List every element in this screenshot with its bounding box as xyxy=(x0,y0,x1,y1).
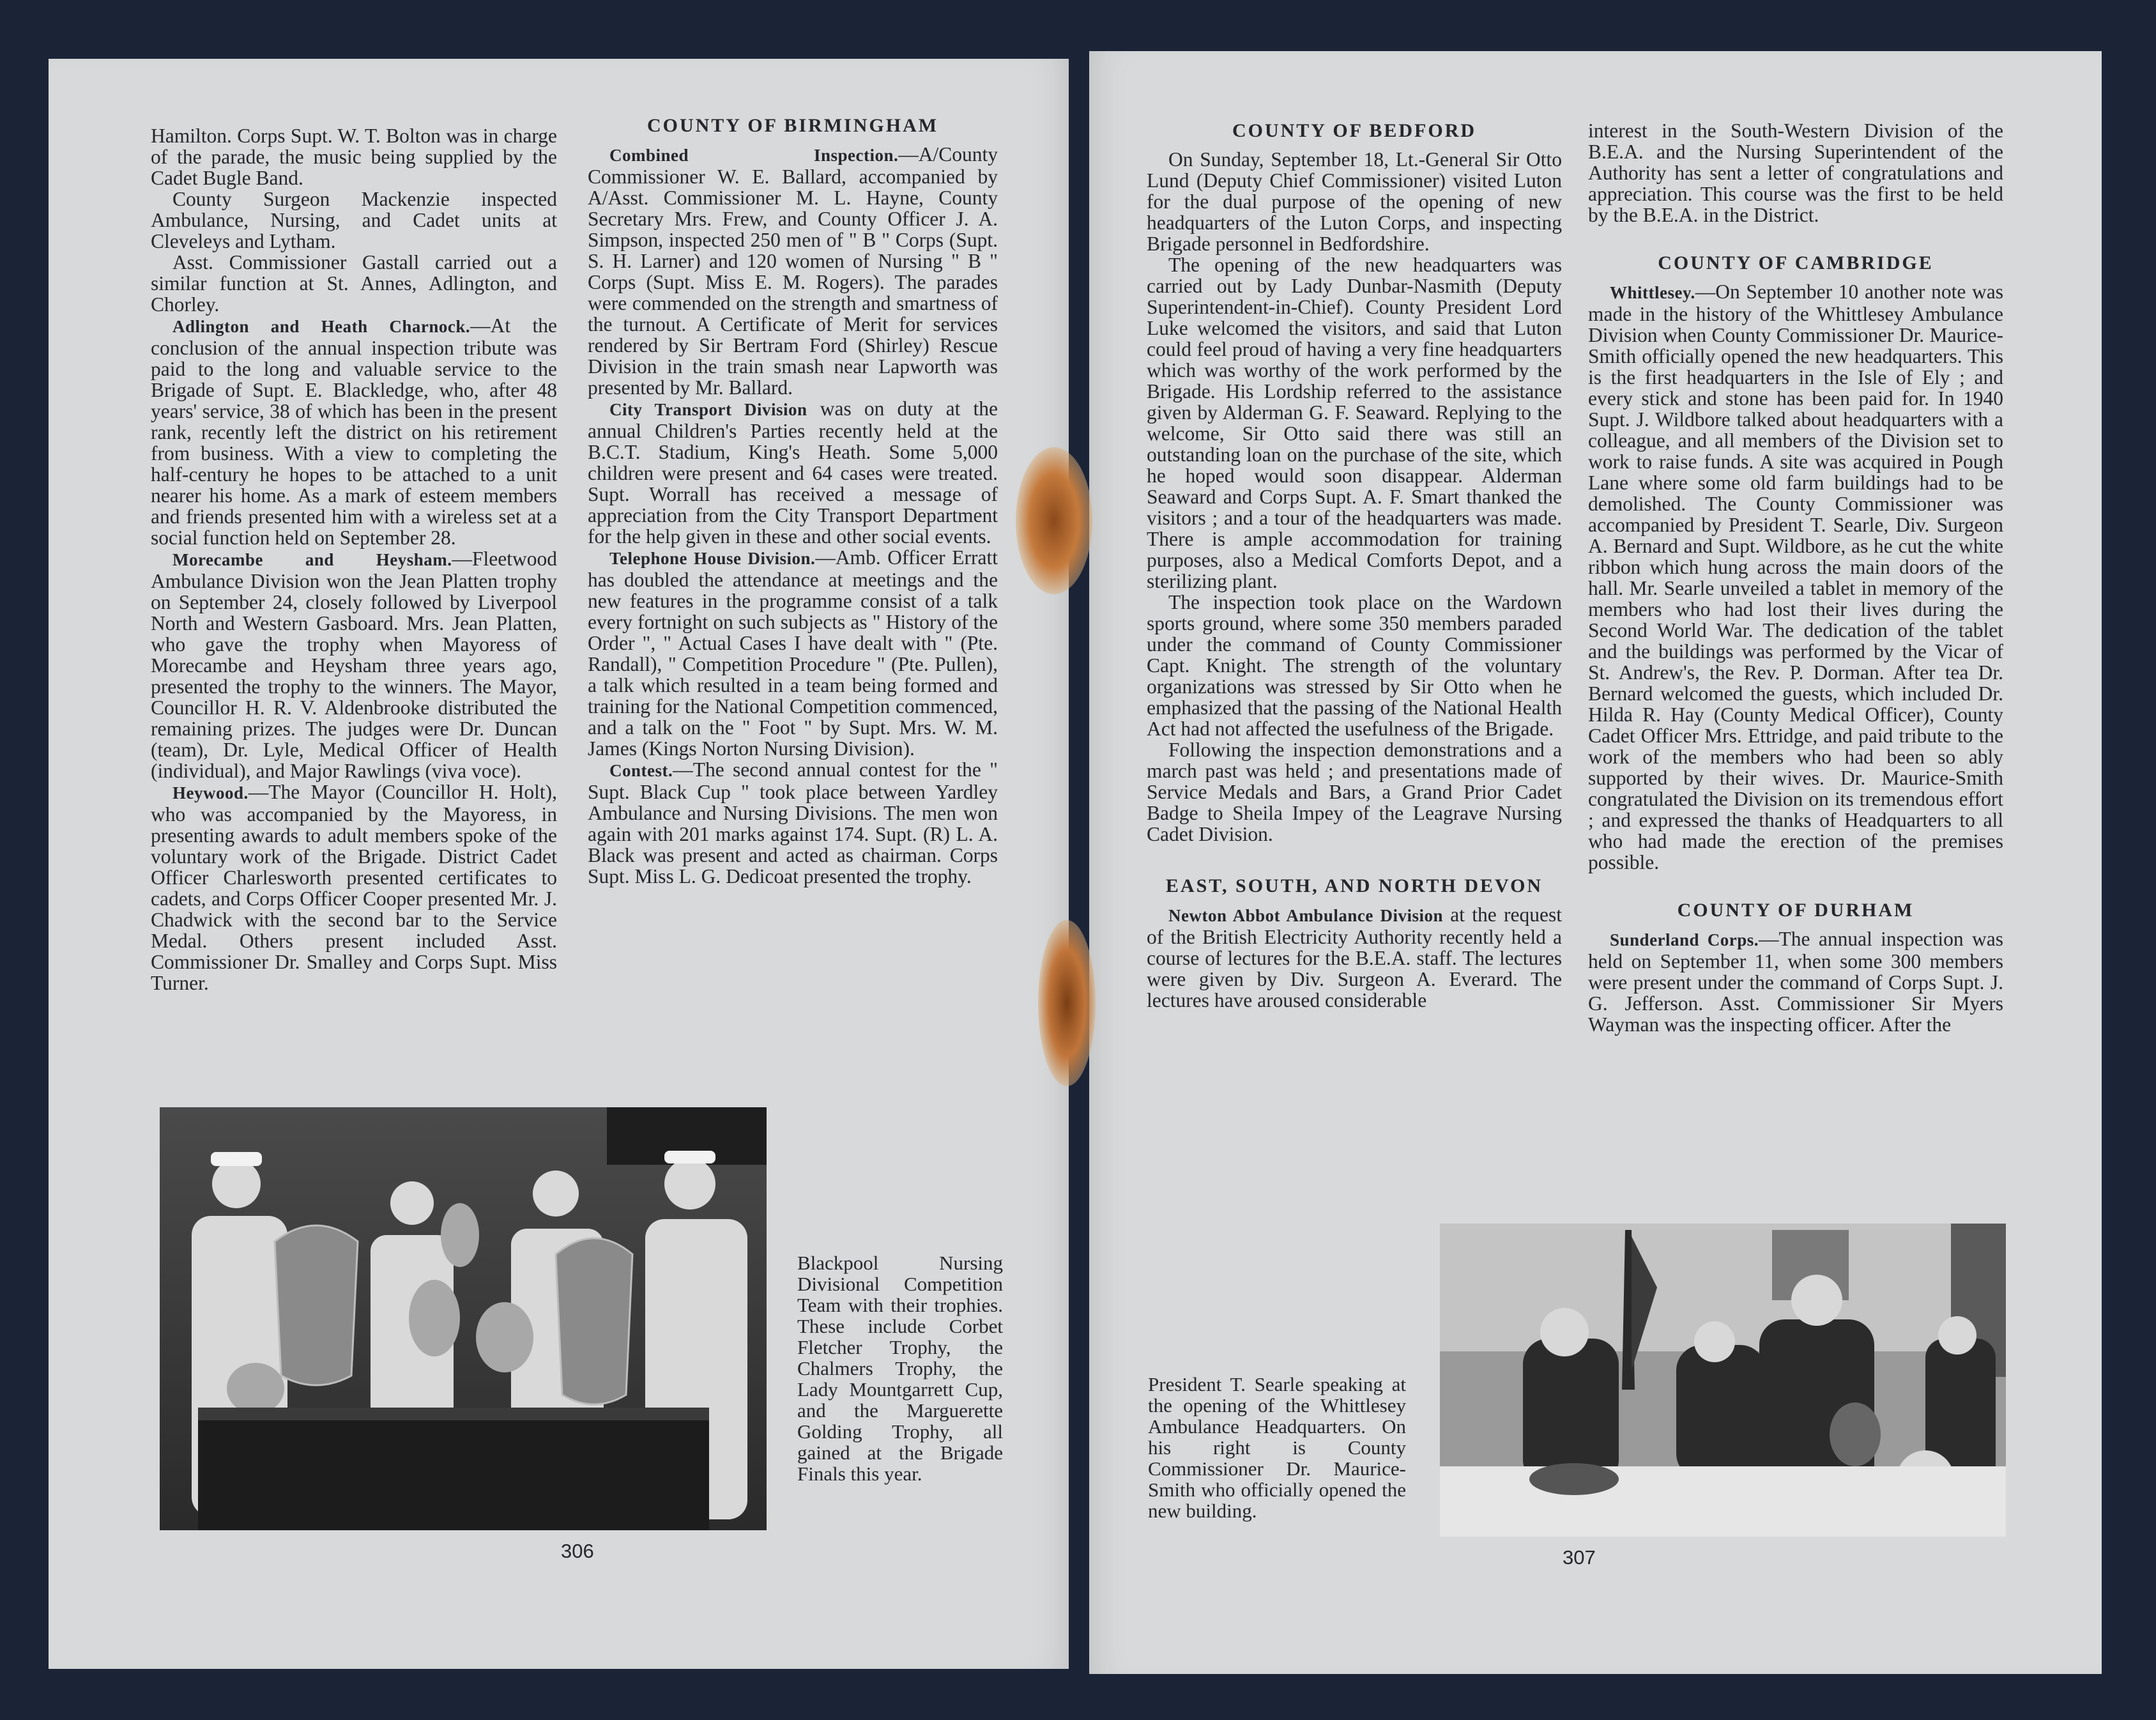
paragraph xyxy=(151,125,557,188)
paragraph xyxy=(588,144,998,398)
photo-caption-left: Blackpool Nursing Divisional Competition Team with their trophies. These include Corbet Fletcher Trophy, the Chalmers Trophy, the Lady Mountgarrett Cup, and the Marguerette Golding Trophy, all gained at the Brigade Finals this year. xyxy=(797,1252,1003,1485)
tape-stain-lower xyxy=(1038,920,1096,1086)
paragraph-text: —The second annual contest for the " Supt. Black Cup " took place between Yardley Ambulance and Nursing Divisions. The men won again with 201 marks against 174. Supt. (R) L. A. Black was present and acted as chairman. Corps Supt. Miss L. G. Dedicoat presented the trophy. xyxy=(588,758,998,887)
paragraph xyxy=(1147,592,1562,739)
left-column-1 xyxy=(151,125,557,994)
paragraph-lead: Adlington and Heath Charnock. xyxy=(172,317,471,336)
paragraph xyxy=(1588,928,2003,1035)
page-number-left: 306 xyxy=(561,1540,594,1562)
paragraph-text: County Surgeon Mackenzie inspected Ambulance, Nursing, and Cadet units at Cleveleys and Lytham. xyxy=(151,188,557,252)
paragraph-text: —A/County Commissioner W. E. Ballard, accompanied by A/Asst. Commissioner M. L. Hayne, County Secretary Mrs. Frew, and County Officer J. A. Simpson, inspected 250 men of " B " Corps (Supt. S. H. Larner) and 120 women of Nursing " B " Corps (Supt. Miss E. M. Rogers). The parades were commended on the strength and smartness of the turnout. A Certificate of Merit for services rendered by Sir Bertram Ford (Shirley) Rescue Division in the train smash near Lapworth was presented by Mr. Ballard. xyxy=(588,143,998,399)
paragraph xyxy=(151,252,557,315)
photo-caption-right: President T. Searle speaking at the opening of the Whittlesey Ambulance Headquarters. On his right is County Commissioner Dr. Maurice-Smith who officially opened the new building. xyxy=(1148,1373,1406,1522)
paragraph-lead: Morecambe and Heysham. xyxy=(172,550,452,569)
right-column-2 xyxy=(1588,120,2003,1035)
photo-nursing-team-image xyxy=(160,1107,767,1530)
paragraph xyxy=(1147,739,1562,845)
paragraph-lead: City Transport Division xyxy=(609,400,807,419)
article-paragraphs xyxy=(151,125,557,994)
paragraph-text: was on duty at the annual Children's Parties recently held at the B.C.T. Stadium, King's Heath. Some 5,000 children were present and 64 cases were treated. Supt. Worrall has received a message of appreciation from the City Transport Department for the help given in these and other social events. xyxy=(588,397,998,548)
photo-searle-speaking-image xyxy=(1440,1224,2006,1537)
article-paragraphs xyxy=(1147,904,1562,1011)
paragraph-lead: Whittlesey. xyxy=(1610,283,1695,302)
section-heading-devon: EAST, SOUTH, AND NORTH DEVON xyxy=(1165,875,1543,896)
paragraph xyxy=(151,781,557,994)
paragraph xyxy=(1588,120,2003,226)
paragraph xyxy=(1147,904,1562,1011)
paragraph-text: interest in the South-Western Division of the B.E.A. and the Nursing Superintendent of the Authority has sent a letter of congratulations and appreciation. This course was the first to be held by the B.E.A. in the District. xyxy=(1588,119,2003,226)
paragraph xyxy=(151,548,557,781)
paragraph-lead: Heywood. xyxy=(172,783,248,802)
paragraph-text: —The annual inspection was held on September 11, when some 300 members were present under the command of Corps Supt. J. G. Jefferson. Asst. Commissioner Sir Myers Wayman was the inspecting officer. After the xyxy=(1588,928,2003,1036)
article-paragraphs xyxy=(1147,149,1562,845)
paragraph-text: The opening of the new headquarters was carried out by Lady Dunbar-Nasmith (Deputy Superintendent-in-Chief). County President Lord Luke welcomed the visitors, and said that Luton could feel proud of having a very fine headquarters which was worthy of the work performed by the Brigade. His Lordship referred to the assistance given by Alderman G. F. Seaward. Replying to the welcome, Sir Otto said there was still an outstanding loan on the purchase of the site, which he hoped would soon disappear. Alderman Seaward and Corps Supt. A. F. Smart thanked the visitors ; and a tour of the headquarters was made. There is ample accommodation for training purposes, also a Medical Comforts Depot, and a sterilizing plant. xyxy=(1147,254,1562,592)
tape-stain-upper xyxy=(1016,447,1092,594)
paragraph xyxy=(1588,281,2003,873)
paragraph-text: —At the conclusion of the annual inspection tribute was paid to the long and valuable service to the Brigade of Supt. E. Blackledge, who, after 48 years' service, 38 of which has been in the present rank, recently left the district on his retirement from business. With a view to completing the half-century he hopes to be attached to a unit nearer his home. As a mark of esteem members and friends presented him with a wireless set at a social function held on September 28. xyxy=(151,314,557,549)
article-paragraphs xyxy=(1588,281,2003,873)
right-column-1 xyxy=(1147,120,1562,1011)
article-paragraphs xyxy=(1588,120,2003,226)
left-column-2 xyxy=(588,115,998,887)
paragraph xyxy=(151,188,557,252)
article-paragraphs xyxy=(588,144,998,887)
paragraph-text: The inspection took place on the Wardown sports ground, where some 350 members paraded under the command of County Commissioner Capt. Knight. The strength of the voluntary organizations was stressed by Sir Otto when he emphasized that the passing of the National Health Act had not affected the usefulness of the Brigade. xyxy=(1147,591,1562,740)
paragraph-text: —On September 10 another note was made in the history of the Whittlesey Ambulance Division when County Commissioner Dr. Maurice-Smith officially opened the new headquarters. This is the first headquarters in the Isle of Ely ; and every stick and stone has been paid for. In 1940 Supt. J. Wildbore talked about headquarters with a colleague, and all members of the Division set to work to raise funds. A site was acquired in Pough Lane where some old farm buildings had to be demolished. The County Commissioner was accompanied by President T. Searle, Div. Surgeon A. Bernard and Supt. Wildbore, as he cut the white ribbon which hung across the main doors of the hall. Mr. Searle unveiled a tablet in memory of the members who had lost their lives during the Second World War. The dedication of the tablet and the buildings was performed by the Vicar of St. Andrew's, the Rev. P. Dorman. After tea Dr. Bernard welcomed the guests, which included Dr. Hilda R. Hay (County Medical Officer), County Cadet Officer Mrs. Ettridge, and paid tribute to the work of the members who had been so ably supported by their wives. Dr. Maurice-Smith congratulated the Division on its tremendous effort ; and expressed the thanks of Headquarters to all who had made the erection of the premises possible. xyxy=(1588,280,2003,873)
paragraph-text: Hamilton. Corps Supt. W. T. Bolton was in charge of the parade, the music being supplied by the Cadet Bugle Band. xyxy=(151,125,557,189)
photo-searle-speaking xyxy=(1440,1224,2006,1537)
paragraph-text: —Amb. Officer Erratt has doubled the attendance at meetings and the new features in the programme consist of a talk every fortnight on such subjects as " History of the Order ", " Actual Cases I have dealt with " (Pte. Randall), " Competition Procedure " (Pte. Pullen), a talk which resulted in a team being formed and training for the National Competition commenced, and a talk on the " Foot " by Supt. Mrs. W. M. James (Kings Norton Nursing Division). xyxy=(588,546,998,760)
paragraph-lead: Combined Inspection. xyxy=(609,146,899,165)
paragraph xyxy=(1147,149,1562,254)
paragraph-text: Following the inspection demonstrations and a march past was held ; and presentations made of Service Medals and Bars, a Grand Prior Cadet Badge to Sheila Impey of the Leagrave Nursing Cadet Division. xyxy=(1147,739,1562,845)
section-heading-cambridge: COUNTY OF CAMBRIDGE xyxy=(1658,252,1934,273)
paragraph-lead: Sunderland Corps. xyxy=(1610,930,1759,949)
paragraph xyxy=(588,398,998,547)
paragraph-text: —Fleetwood Ambulance Division won the Jean Platten trophy on September 24, closely followed by Liverpool North and Western Gasboard. Mrs. Jean Platten, who gave the trophy when Mayoress of Morecambe and Heysham three years ago, presented the trophy to the winners. The Mayor, Councillor H. R. V. Aldenbrooke distributed the remaining prizes. The judges were Dr. Duncan (team), Dr. Lyle, Medical Officer of Health (individual), and Major Rawlings (viva voce). xyxy=(151,548,557,782)
paragraph-text: Asst. Commissioner Gastall carried out a similar function at St. Annes, Adlington, and Chorley. xyxy=(151,251,557,316)
section-heading-bedford: COUNTY OF BEDFORD xyxy=(1232,120,1477,141)
section-heading-durham: COUNTY OF DURHAM xyxy=(1677,900,1915,921)
paragraph xyxy=(1147,254,1562,592)
paragraph-text: —The Mayor (Councillor H. Holt), who was accompanied by the Mayoress, in presenting awards to adult members spoke of the voluntary work of the Brigade. District Cadet Officer Charlesworth presented certificates to cadets, and Corps Officer Cooper presented Mr. J. Chadwick with the second bar to the Service Medal. Others present included Asst. Commissioner Dr. Smalley and Corps Supt. Miss Turner. xyxy=(151,781,557,994)
paragraph-text: at the request of the British Electricity Authority recently held a course of lectures for the B.E.A. staff. The lectures were given by Div. Surgeon A. Everard. The lectures have aroused considerable xyxy=(1147,903,1562,1011)
paragraph-text: On Sunday, September 18, Lt.-General Sir Otto Lund (Deputy Chief Commissioner) visited Luton for the dual purpose of the opening of new headquarters of the Luton Corps, and inspecting Brigade personnel in Bedfordshire. xyxy=(1147,148,1562,255)
paragraph-lead: Contest. xyxy=(609,761,673,780)
paragraph xyxy=(151,315,557,548)
page-number-right: 307 xyxy=(1563,1546,1596,1569)
paragraph-lead: Newton Abbot Ambulance Division xyxy=(1168,906,1443,925)
paragraph-lead: Telephone House Division. xyxy=(609,549,816,568)
paragraph xyxy=(588,547,998,759)
paragraph xyxy=(588,759,998,887)
photo-nursing-team xyxy=(160,1107,767,1530)
article-paragraphs xyxy=(1588,928,2003,1035)
section-heading-birmingham: COUNTY OF BIRMINGHAM xyxy=(646,115,939,136)
